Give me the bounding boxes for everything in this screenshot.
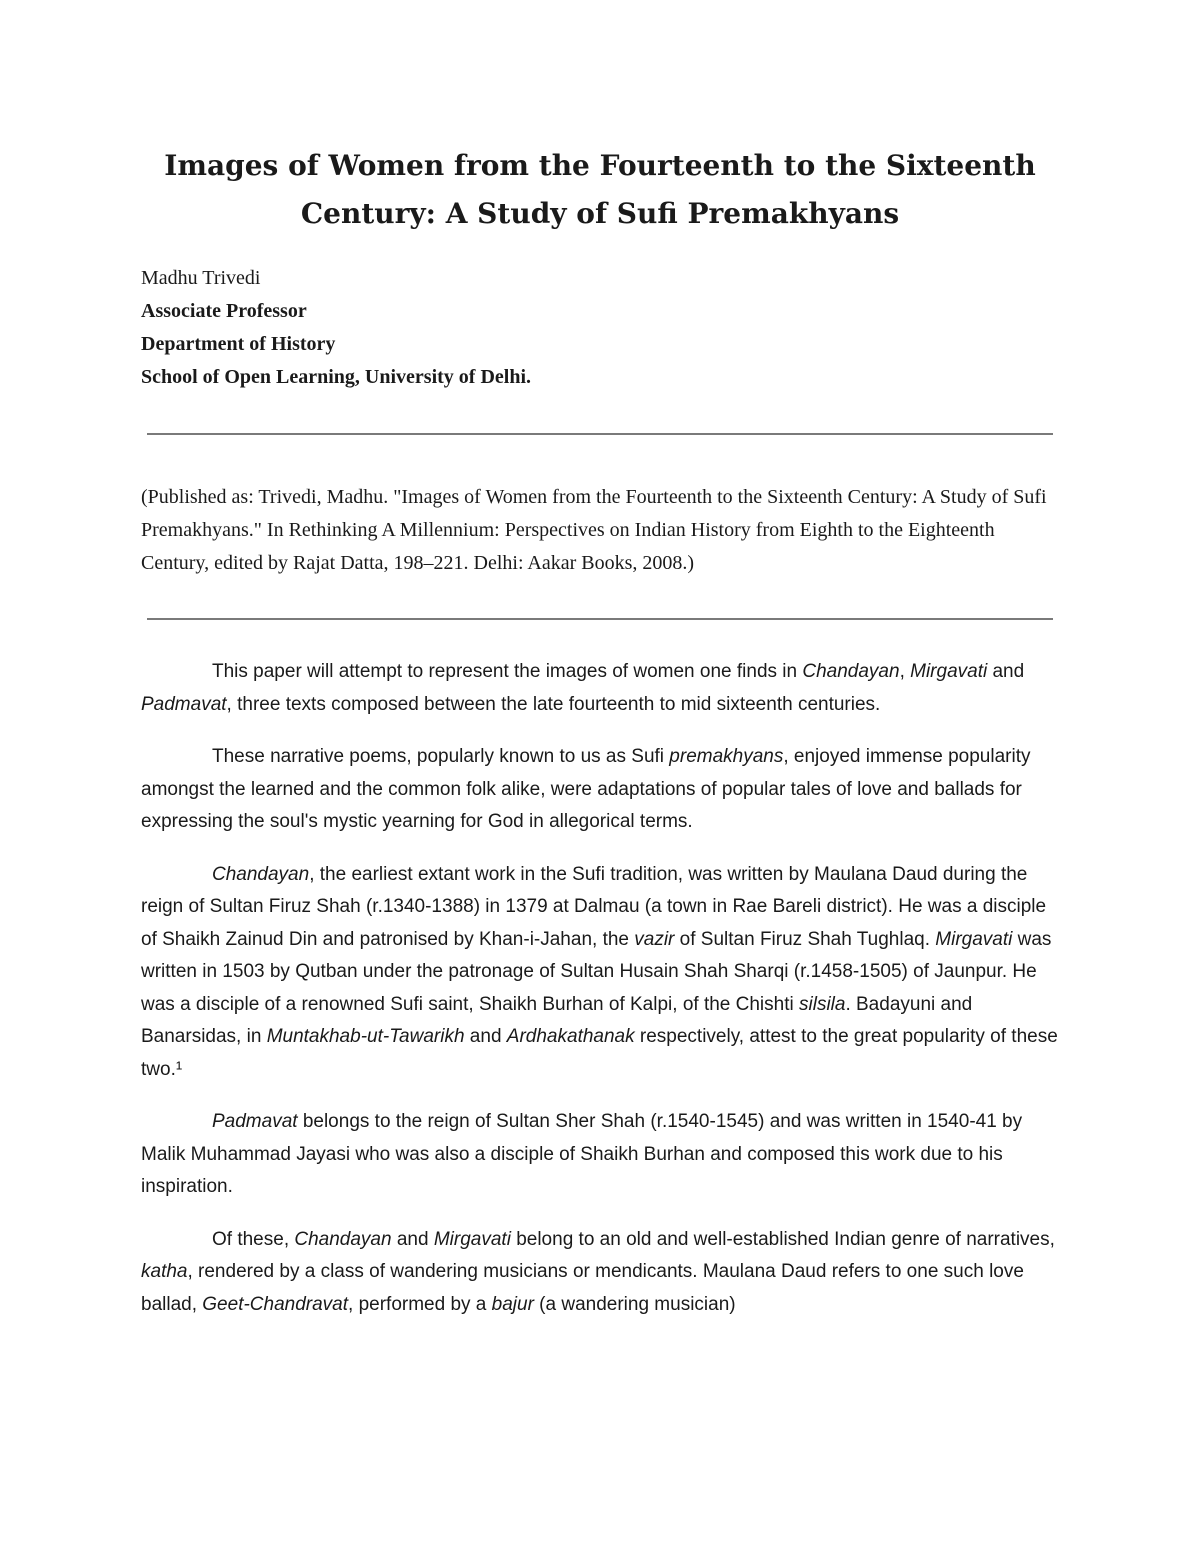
italic-term: Chandayan <box>294 1228 392 1250</box>
author-department: Department of History <box>141 333 336 355</box>
paragraph-text: , three texts composed between the late fourteenth to mid sixteenth centuries. <box>226 693 881 715</box>
italic-term: bajur <box>491 1293 534 1315</box>
paragraph-text: and <box>987 661 1025 682</box>
paragraph-text: of Sultan Firuz Shah Tughlaq. <box>674 928 936 950</box>
paragraph-text: and <box>391 1228 434 1250</box>
author-position: Associate Professor <box>141 300 307 322</box>
italic-term: Padmavat <box>141 693 227 715</box>
paragraph-text: and <box>464 1026 507 1047</box>
italic-term: vazir <box>634 928 675 950</box>
italic-term: Geet-Chandravat <box>202 1293 349 1315</box>
italic-term: Muntakhab-ut-Tawarikh <box>266 1026 465 1047</box>
top-divider <box>147 433 1053 435</box>
paragraph-text: Of these, <box>212 1228 295 1250</box>
italic-term: premakhyans <box>669 746 784 767</box>
italic-term: Chandayan <box>212 863 310 885</box>
body-paragraph <box>141 859 1065 1087</box>
italic-term: Mirgavati <box>935 928 1013 950</box>
italic-term: Mirgavati <box>433 1228 511 1250</box>
paragraph-text: , <box>899 661 911 682</box>
paragraph-text: , rendered by a class of wandering musicians or mendicants. Maulana Daud refers to one such love ballad, <box>141 1261 1024 1315</box>
body-paragraph <box>141 741 1065 839</box>
body-paragraph <box>141 656 1065 721</box>
paragraph-text: These narrative poems, popularly known to us as Sufi <box>212 746 670 767</box>
paragraph-text: respectively, attest to the great popularity of these two.¹ <box>141 1026 1058 1080</box>
body-text <box>141 656 1065 1341</box>
paragraph-text: , the earliest extant work in the Sufi tradition, was written by Maulana Daud during the reign of Sultan Firuz Shah (r.1340-1388) in 1379 at Dalmau (a town in Rae Bareli district). He was a disciple of Shaikh Zainud Din and patronised by Khan-i-Jahan, the <box>141 863 1047 950</box>
body-paragraph <box>141 1224 1065 1322</box>
paragraph-text: , enjoyed immense popularity amongst the learned and the common folk alike, were adaptations of popular tales of love and ballads for expressing the soul's mystic yearning for God in allegorical terms. <box>141 746 1031 832</box>
italic-term: Chandayan <box>802 661 900 682</box>
paragraph-text: , performed by a <box>348 1293 492 1315</box>
publication-citation: (Published as: Trivedi, Madhu. "Images of Women from the Fourteenth to the Sixteenth Century: A Study of Sufi Premakhyans." In Rethinking A Millennium: Perspectives on Indian History from Eighth to the Eighteenth Century, edited by Rajat Datta, 198–221. Delhi: Aakar Books, 2008.) <box>141 486 1047 574</box>
italic-term: Mirgavati <box>910 661 988 682</box>
italic-term: Ardhakathanak <box>506 1026 635 1047</box>
body-paragraph <box>141 1106 1065 1204</box>
paper-title: Images of Women from the Fourteenth to the Sixteenth Century: A Study of Sufi Premakhyans <box>164 149 1036 230</box>
author-institution: School of Open Learning, University of Delhi. <box>141 366 532 388</box>
paragraph-text: . Badayuni and Banarsidas, in <box>141 993 973 1047</box>
bottom-divider <box>147 618 1053 620</box>
italic-term: katha <box>141 1261 188 1282</box>
paragraph-text: belongs to the reign of Sultan Sher Shah (r.1540-1545) and was written in 1540-41 by Malik Muhammad Jayasi who was also a disciple of Shaikh Burhan and composed this work due to his inspiration. <box>141 1111 1023 1197</box>
italic-term: Padmavat <box>212 1111 298 1132</box>
paragraph-text: This paper will attempt to represent the images of women one finds in <box>212 661 803 682</box>
paragraph-text: (a wandering musician) <box>533 1293 736 1315</box>
author-name: Madhu Trivedi <box>141 267 261 289</box>
paragraph-text: belong to an old and well-established Indian genre of narratives, <box>510 1228 1055 1250</box>
italic-term: silsila <box>799 993 846 1015</box>
paragraph-text: was written in 1503 by Qutban under the patronage of Sultan Husain Shah Sharqi (r.1458-1505) of Jaunpur. He was a disciple of a renowned Sufi saint, Shaikh Burhan of Kalpi, of the Chishti <box>141 928 1052 1015</box>
author-block <box>141 262 1041 394</box>
